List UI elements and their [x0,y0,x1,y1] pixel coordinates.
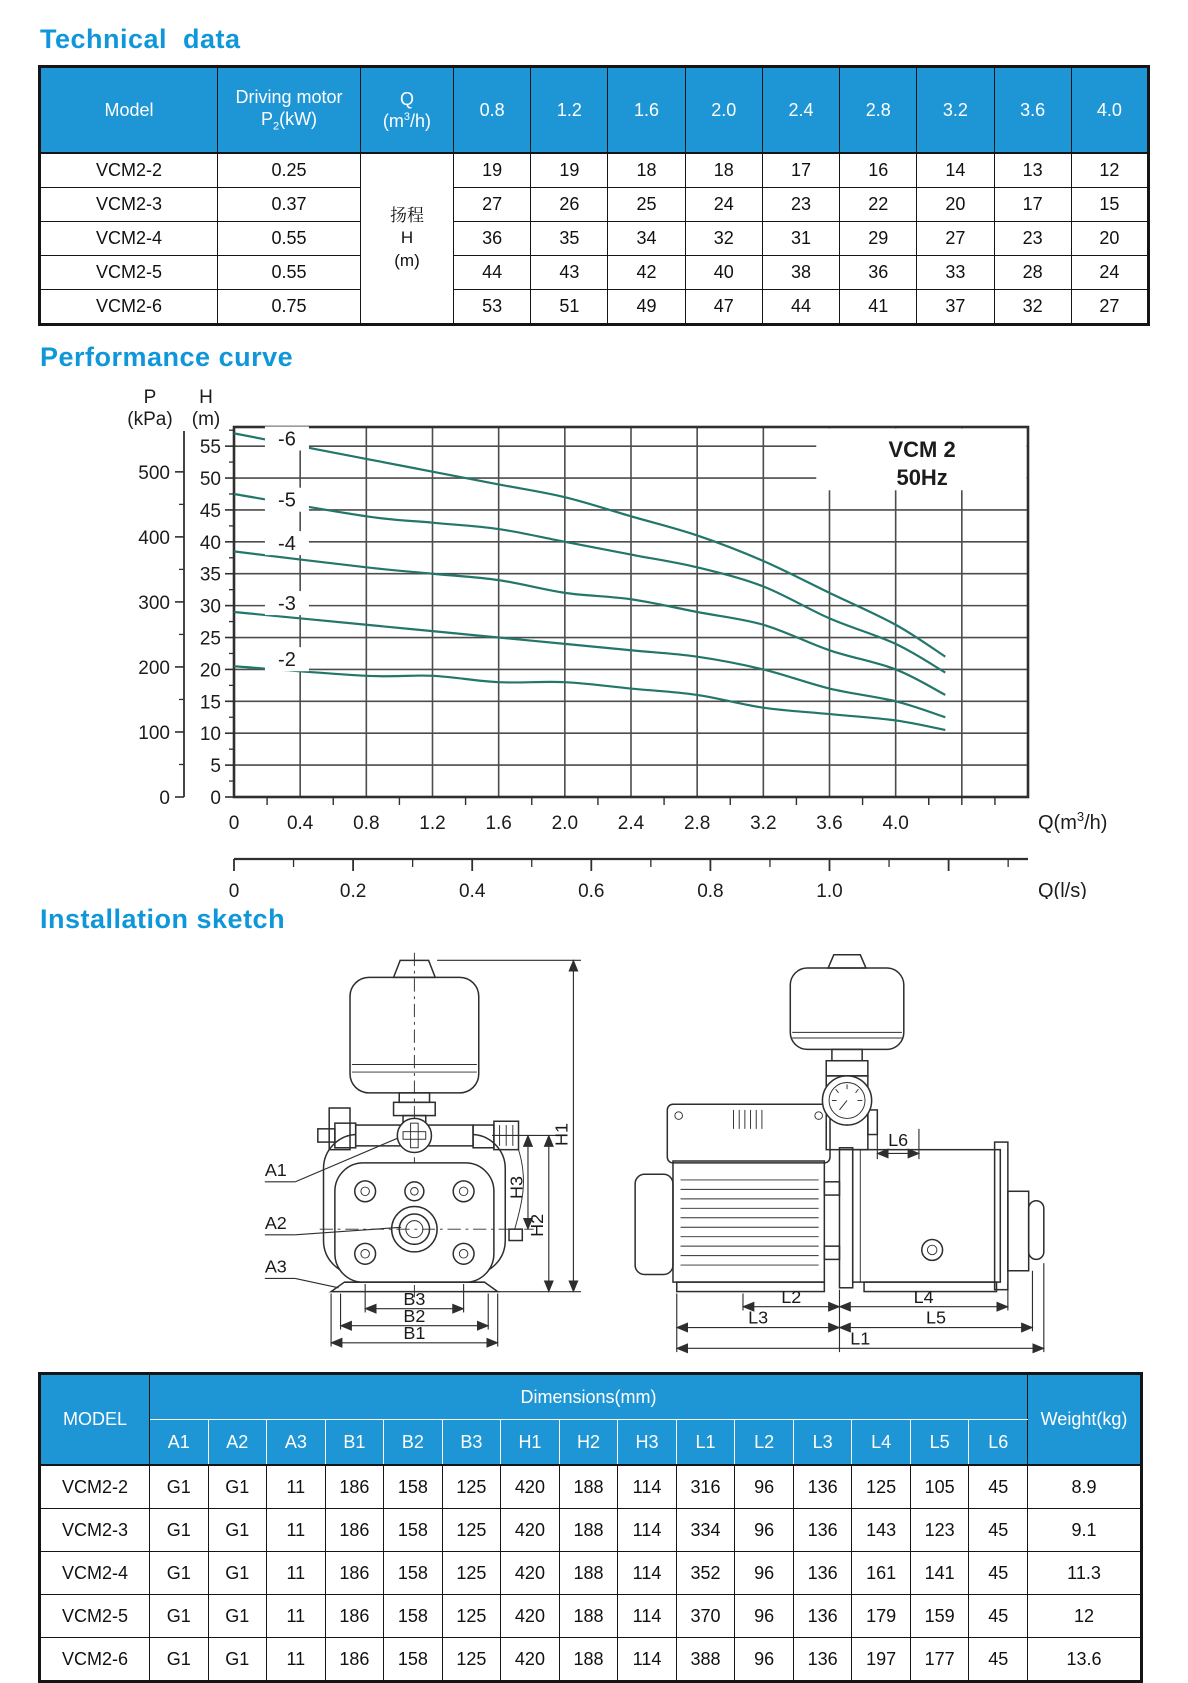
label-b2: B2 [403,1305,426,1326]
motor-power-cell: 0.25 [218,153,361,188]
head-value-cell: 37 [917,290,994,325]
dimension-value-cell: 158 [384,1465,443,1509]
tech-table-row [40,188,1149,222]
dimension-value-cell: 188 [559,1638,618,1682]
head-value-cell: 22 [840,188,917,222]
flow-column-header: 4.0 [1071,67,1148,154]
head-value-cell: 53 [454,290,531,325]
dimension-value-cell: G1 [208,1509,267,1552]
flow-column-header: 1.6 [608,67,685,154]
label-l2: L2 [781,1286,802,1307]
svg-text:2.8: 2.8 [683,813,711,834]
head-value-cell: 42 [608,256,685,290]
col-header-driving-motor: Driving motor $P_2(kW)$ [218,67,361,154]
svg-text:5: 5 [210,756,221,778]
model-cell: VCM2-2 [40,153,218,188]
svg-text:500: 500 [138,462,170,484]
dimension-value-cell: G1 [208,1465,267,1509]
col-header-dimensions-group: Dimensions(mm) [150,1374,1028,1420]
dimension-value-cell: 136 [793,1552,852,1595]
dimension-letter-header: L3 [793,1420,852,1466]
head-value-cell: 32 [994,290,1071,325]
svg-text:300: 300 [138,592,170,614]
dimension-value-cell: 186 [325,1595,384,1638]
svg-text:-5: -5 [278,489,296,512]
svg-text:4.0: 4.0 [882,813,909,834]
model-cell: VCM2-6 [40,1638,150,1682]
dimension-value-cell: 136 [793,1509,852,1552]
pump-side-view-sketch [620,945,1150,1360]
svg-text:(kPa): (kPa) [127,409,173,430]
dimension-letter-headers [40,1420,1142,1466]
dimension-value-cell: 158 [384,1509,443,1552]
head-value-cell: 25 [608,188,685,222]
head-value-cell: 51 [531,290,608,325]
svg-text:0.4: 0.4 [458,881,486,899]
head-value-cell: 49 [608,290,685,325]
section-title-installation-sketch: Installation sketch [40,904,286,934]
coupling-bolt [825,1246,840,1259]
dimension-value-cell: 114 [618,1509,677,1552]
dimension-value-cell: 105 [910,1465,969,1509]
svg-text:3.2: 3.2 [750,813,777,834]
dimension-value-cell: 186 [325,1509,384,1552]
dimension-value-cell: 159 [910,1595,969,1638]
svg-text:400: 400 [138,527,170,549]
dimension-value-cell: 125 [852,1465,911,1509]
svg-text:VCM 2: VCM 2 [888,437,956,462]
model-cell: VCM2-6 [40,290,218,325]
svg-text:35: 35 [199,564,221,586]
dimension-value-cell: 186 [325,1465,384,1509]
weight-cell: 9.1 [1028,1509,1142,1552]
tank-fitting-nut [826,1061,868,1076]
svg-text:0: 0 [210,788,221,809]
dimension-value-cell: 352 [676,1552,735,1595]
dimension-value-cell: 11 [267,1509,326,1552]
head-value-cell: 16 [840,153,917,188]
dimension-value-cell: 123 [910,1509,969,1552]
label-h3: H3 [506,1176,527,1200]
head-value-cell: 40 [685,256,762,290]
svg-text:3.6: 3.6 [816,813,843,834]
dimension-value-cell: 158 [384,1638,443,1682]
model-cell: VCM2-5 [40,256,218,290]
label-l5: L5 [926,1307,947,1328]
dimension-value-cell: 420 [501,1595,560,1638]
dimension-value-cell: 188 [559,1465,618,1509]
label-a1: A1 [264,1160,287,1181]
svg-text:30: 30 [199,596,221,618]
dimension-value-cell: 143 [852,1509,911,1552]
label-l1: L1 [850,1328,871,1349]
tank-fitting [832,1049,862,1060]
label-a2: A2 [264,1213,287,1234]
head-value-cell: 44 [454,256,531,290]
label-b3: B3 [403,1288,426,1309]
svg-text:1.0: 1.0 [816,881,843,899]
dimension-value-cell: G1 [208,1638,267,1682]
dimension-letter-header: B3 [442,1420,501,1466]
weight-cell: 12 [1028,1595,1142,1638]
col-header-weight: Weight(kg) [1028,1374,1142,1466]
dimension-letter-header: A2 [208,1420,267,1466]
head-unit-merged-cell: 扬程 H (m) [361,153,454,325]
pump-face [335,1163,494,1282]
dimension-value-cell: 114 [618,1638,677,1682]
svg-text:0.2: 0.2 [339,881,367,899]
dimensions-table-header [40,1374,1142,1466]
dimension-letter-header: L6 [969,1420,1028,1466]
svg-text:0.6: 0.6 [578,881,605,899]
flow-column-header: 1.2 [531,67,608,154]
dimension-value-cell: 96 [735,1465,794,1509]
dimension-value-cell: 96 [735,1638,794,1682]
dimension-letter-header: L4 [852,1420,911,1466]
installation-sketches [244,945,1150,1360]
dimension-value-cell: 136 [793,1638,852,1682]
head-value-cell: 14 [917,153,994,188]
technical-data-table [38,65,1150,326]
dimension-value-cell: 11 [267,1552,326,1595]
vent-slots [734,1110,762,1129]
svg-text:-4: -4 [278,533,296,556]
motor-end-cap [635,1174,673,1274]
dimension-value-cell: 420 [501,1552,560,1595]
svg-text:0.4: 0.4 [286,813,314,834]
svg-text:2.4: 2.4 [617,813,645,834]
label-h2: H2 [527,1213,548,1237]
svg-text:55: 55 [199,437,221,459]
tech-table-row [40,153,1149,188]
dimension-value-cell: 125 [442,1638,501,1682]
dimensions-table-row [40,1465,1142,1509]
model-cell: VCM2-2 [40,1465,150,1509]
leader-a3 [295,1278,339,1287]
svg-text:15: 15 [199,692,221,714]
model-cell: VCM2-5 [40,1595,150,1638]
head-value-cell: 13 [994,153,1071,188]
dimension-value-cell: 188 [559,1509,618,1552]
chart-title-box [816,429,1026,491]
chart-curve-labels [265,426,309,671]
head-value-cell: 17 [762,153,839,188]
dimension-value-cell: 158 [384,1595,443,1638]
head-value-cell: 32 [685,222,762,256]
head-value-cell: 36 [840,256,917,290]
dimension-value-cell: G1 [208,1595,267,1638]
head-value-cell: 31 [762,222,839,256]
dimension-letter-header: L2 [735,1420,794,1466]
tank-cap [828,955,866,968]
dimension-value-cell: 420 [501,1509,560,1552]
svg-text:45: 45 [199,500,221,522]
head-value-cell: 20 [1071,222,1148,256]
head-value-cell: 19 [531,153,608,188]
svg-text:-3: -3 [278,593,296,616]
flow-column-header: 2.8 [840,67,917,154]
dimension-value-cell: 197 [852,1638,911,1682]
flow-column-header: 2.4 [762,67,839,154]
dimension-letter-header: L1 [676,1420,735,1466]
dimension-value-cell: 420 [501,1638,560,1682]
dimension-value-cell: 96 [735,1509,794,1552]
model-cell: VCM2-4 [40,222,218,256]
svg-text:50: 50 [199,469,221,491]
svg-text:0: 0 [159,788,170,809]
svg-text:-6: -6 [278,428,296,451]
head-value-cell: 27 [1071,290,1148,325]
dimension-value-cell: 136 [793,1465,852,1509]
dimensions-table-row [40,1638,1142,1682]
weight-cell: 13.6 [1028,1638,1142,1682]
head-value-cell: 19 [454,153,531,188]
head-value-cell: 18 [608,153,685,188]
head-value-cell: 12 [1071,153,1148,188]
chart-y-axis-pressure-kpa [127,387,184,809]
dimension-value-cell: 179 [852,1595,911,1638]
head-value-cell: 27 [917,222,994,256]
motor-top-cover [668,1104,831,1163]
dimension-value-cell: 45 [969,1638,1028,1682]
pump-front-view-sketch [244,945,594,1360]
motor-fins [681,1180,819,1265]
dimension-value-cell: 370 [676,1595,735,1638]
head-value-cell: 43 [531,256,608,290]
svg-text:2.0: 2.0 [551,813,579,834]
head-value-cell: 38 [762,256,839,290]
dimensions-table-row [40,1509,1142,1552]
dimension-letter-header: B2 [384,1420,443,1466]
head-value-cell: 34 [608,222,685,256]
dimension-value-cell: 45 [969,1509,1028,1552]
head-value-cell: 33 [917,256,994,290]
dimension-value-cell: 11 [267,1595,326,1638]
flow-column-header: 2.0 [685,67,762,154]
head-value-cell: 41 [840,290,917,325]
curve--2 [234,666,945,730]
head-value-cell: 27 [454,188,531,222]
performance-chart [66,387,1150,904]
technical-table-header [40,67,1149,154]
dimension-value-cell: 161 [852,1552,911,1595]
svg-text:Q(l/s): Q(l/s) [1038,880,1087,899]
head-value-cell: 23 [762,188,839,222]
col-header-flow-q: Q $(m^3/h)$ [361,67,454,154]
label-l6: L6 [888,1129,909,1150]
dimension-value-cell: 114 [618,1552,677,1595]
dimension-letter-header: A3 [267,1420,326,1466]
dimension-value-cell: G1 [150,1465,209,1509]
svg-text:(m): (m) [191,409,221,430]
dimension-value-cell: 125 [442,1552,501,1595]
dimension-value-cell: 177 [910,1638,969,1682]
head-value-cell: 26 [531,188,608,222]
svg-text:-2: -2 [278,649,296,672]
motor-body [673,1161,824,1282]
dimensions-table-body [40,1465,1142,1682]
dimension-value-cell: G1 [150,1509,209,1552]
svg-text:P: P [143,387,157,408]
svg-text:1.6: 1.6 [485,813,512,834]
chart-x-axis-flow-ls [229,859,1087,899]
dimension-value-cell: 96 [735,1595,794,1638]
motor-power-cell: 0.37 [218,188,361,222]
svg-text:0: 0 [228,881,240,899]
chart-y-axis-head-m [192,387,234,809]
tech-table-row [40,222,1149,256]
svg-text:50Hz: 50Hz [896,465,948,490]
head-value-cell: 17 [994,188,1071,222]
label-l3: L3 [748,1307,769,1328]
label-a3: A3 [264,1256,287,1277]
dimension-letter-header: H3 [618,1420,677,1466]
svg-text:40: 40 [199,532,221,554]
svg-text:25: 25 [199,628,221,650]
dimension-value-cell: 125 [442,1595,501,1638]
dimension-value-cell: G1 [208,1552,267,1595]
dimension-value-cell: 188 [559,1595,618,1638]
dimension-value-cell: 125 [442,1509,501,1552]
dimension-value-cell: 114 [618,1595,677,1638]
section-title-technical-data: Technical data [40,24,241,54]
discharge-port [1008,1191,1029,1270]
cover-screw [675,1112,683,1120]
coupling-flange [840,1148,853,1288]
dimension-value-cell: 125 [442,1465,501,1509]
head-value-cell: 29 [840,222,917,256]
dimension-letter-header: H1 [501,1420,560,1466]
head-value-cell: 23 [994,222,1071,256]
dimension-value-cell: 186 [325,1552,384,1595]
dimension-value-cell: 11 [267,1638,326,1682]
performance-curve-chart [66,387,1176,899]
head-value-cell: 18 [685,153,762,188]
svg-text:0.8: 0.8 [353,813,380,834]
weight-cell: 11.3 [1028,1552,1142,1595]
dimension-value-cell: 96 [735,1552,794,1595]
dimension-value-cell: 114 [618,1465,677,1509]
svg-text:0: 0 [228,813,240,834]
dimension-value-cell: G1 [150,1552,209,1595]
dimension-value-cell: 45 [969,1465,1028,1509]
label-h1: H1 [551,1123,572,1147]
drain-plug [922,1240,943,1261]
head-value-cell: 20 [917,188,994,222]
head-value-cell: 15 [1071,188,1148,222]
label-b1: B1 [403,1322,426,1343]
dimension-value-cell: 334 [676,1509,735,1552]
model-cell: VCM2-3 [40,1509,150,1552]
motor-power-cell: 0.55 [218,222,361,256]
dimension-value-cell: 158 [384,1552,443,1595]
dimension-value-cell: 186 [325,1638,384,1682]
coupling-bolt [825,1182,840,1195]
tech-table-row [40,256,1149,290]
flow-column-header: 3.2 [917,67,994,154]
section-title-performance-curve: Performance curve [40,342,294,372]
svg-text:10: 10 [199,724,221,746]
dimension-value-cell: 141 [910,1552,969,1595]
head-value-cell: 35 [531,222,608,256]
svg-text:Q(m3/h): $Q(m^3/h)$ [1038,809,1108,834]
dimension-value-cell: G1 [150,1595,209,1638]
dimension-letter-header: B1 [325,1420,384,1466]
dimension-letter-header: H2 [559,1420,618,1466]
dimensions-table-row [40,1552,1142,1595]
motor-power-cell: 0.55 [218,256,361,290]
col-header-model: MODEL [40,1374,150,1466]
head-value-cell: 47 [685,290,762,325]
svg-text:20: 20 [199,660,221,682]
model-cell: VCM2-4 [40,1552,150,1595]
head-value-cell: 28 [994,256,1071,290]
flow-column-header: 0.8 [454,67,531,154]
dimension-value-cell: 45 [969,1595,1028,1638]
dimension-value-cell: 388 [676,1638,735,1682]
dimensions-table-row [40,1595,1142,1638]
cover-screw [815,1112,823,1120]
svg-text:200: 200 [138,657,170,679]
dimension-value-cell: 11 [267,1465,326,1509]
pump-head [853,1150,1001,1282]
tech-table-row [40,290,1149,325]
label-l4: L4 [913,1286,934,1307]
technical-table-body [40,153,1149,325]
col-header-model: Model [40,67,218,154]
dimension-value-cell: 136 [793,1595,852,1638]
head-value-cell: 36 [454,222,531,256]
flow-column-header: 3.6 [994,67,1071,154]
svg-text:H: H [199,387,213,408]
dimension-value-cell: 420 [501,1465,560,1509]
dimension-letter-header: L5 [910,1420,969,1466]
dimension-value-cell: G1 [150,1638,209,1682]
svg-text:1.2: 1.2 [419,813,446,834]
head-value-cell: 24 [685,188,762,222]
chart-x-axis-flow-m3h [229,797,1108,834]
svg-text:0.8: 0.8 [697,881,724,899]
dimension-value-cell: 45 [969,1552,1028,1595]
dimensions-table [38,1372,1143,1683]
dimension-value-cell: 316 [676,1465,735,1509]
svg-text:100: 100 [138,722,170,744]
motor-base [677,1282,825,1291]
model-cell: VCM2-3 [40,188,218,222]
pressure-tank [791,968,905,1049]
weight-cell: 8.9 [1028,1465,1142,1509]
dimension-letter-header: A1 [150,1420,209,1466]
dimension-value-cell: 188 [559,1552,618,1595]
discharge-flange [995,1142,1008,1290]
head-value-cell: 24 [1071,256,1148,290]
head-value-cell: 44 [762,290,839,325]
valve-side-tab [868,1110,877,1135]
motor-power-cell: 0.75 [218,290,361,325]
